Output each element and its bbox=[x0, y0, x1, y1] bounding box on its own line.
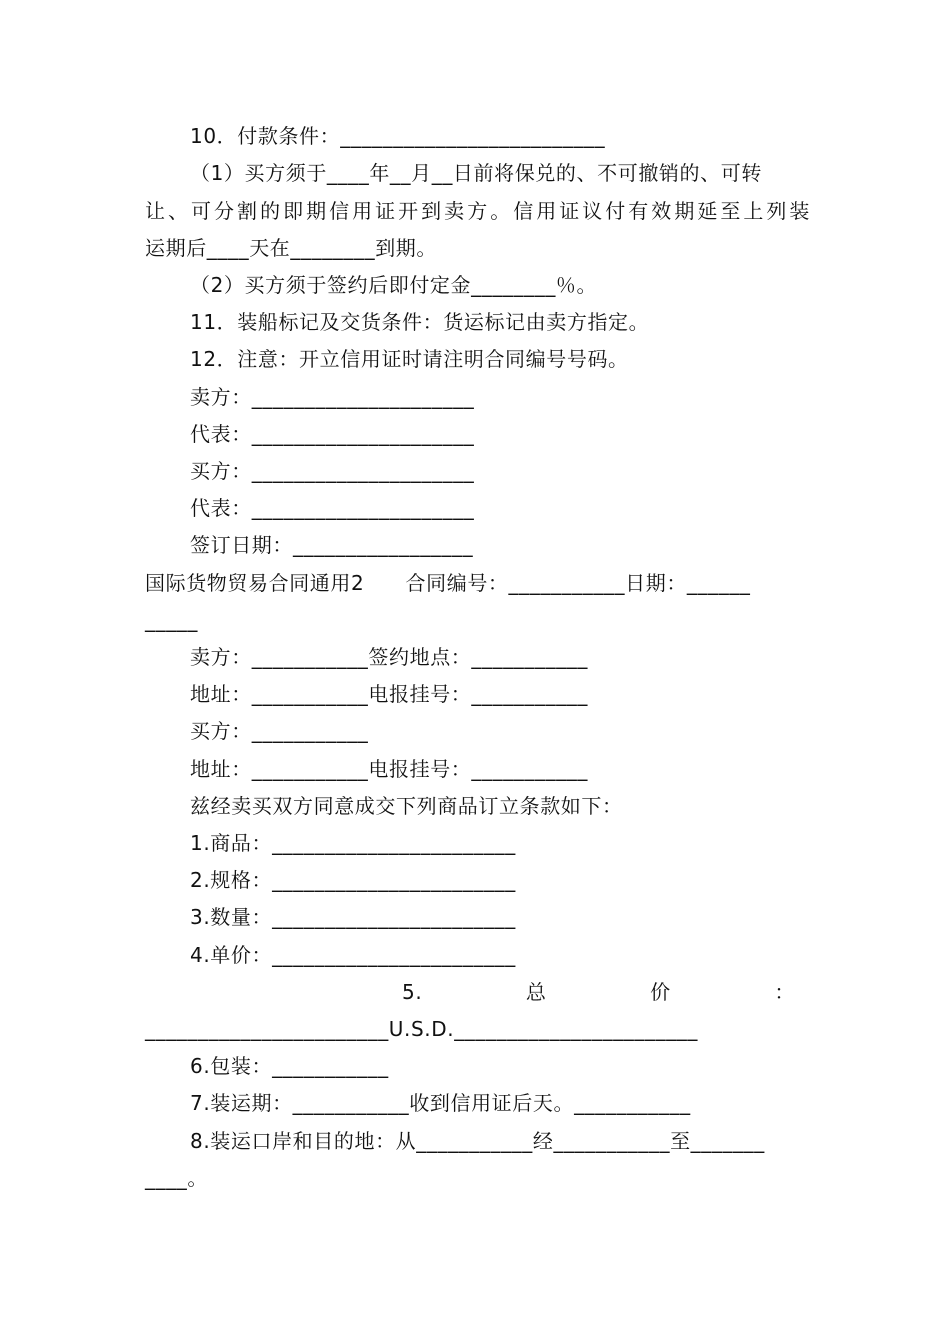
seller-address-line: 地址：___________电报挂号：___________ bbox=[190, 682, 588, 706]
item-unit-price: 4.单价：_______________________ bbox=[190, 943, 516, 967]
item-quantity: 3.数量：_______________________ bbox=[190, 905, 516, 929]
total-price-char-2: 价 bbox=[650, 980, 671, 1004]
clause-10-item-1-line-1: （1）买方须于____年__月__日前将保兑的、不可撤销的、可转 bbox=[190, 161, 762, 185]
item-ports-line-2: ____。 bbox=[145, 1166, 208, 1190]
seller-representative-line: 代表：_____________________ bbox=[190, 422, 475, 446]
total-price-colon: ： bbox=[774, 980, 795, 1004]
clause-10-payment-terms: 10．付款条件：_________________________ bbox=[190, 124, 606, 148]
clause-10-item-2: （2）买方须于签约后即付定金________％。 bbox=[190, 273, 598, 297]
buyer-address-line: 地址：___________电报挂号：___________ bbox=[190, 757, 588, 781]
clause-11-shipping-marks: 11．装船标记及交货条件：货运标记由卖方指定。 bbox=[190, 310, 650, 334]
total-price-number: 5. bbox=[402, 980, 423, 1004]
item-ports-line-1: 8.装运口岸和目的地：从___________经___________至_______ bbox=[190, 1129, 765, 1153]
item-specification: 2.规格：_______________________ bbox=[190, 868, 516, 892]
agreement-intro: 兹经卖买双方同意成交下列商品订立条款如下： bbox=[190, 794, 623, 818]
clause-10-item-1-line-3: 运期后____天在________到期。 bbox=[145, 236, 437, 260]
item-commodity: 1.商品：_______________________ bbox=[190, 831, 516, 855]
total-price-usd-line: _______________________U.S.D._______________________ bbox=[145, 1017, 699, 1041]
buyer-representative-line: 代表：_____________________ bbox=[190, 496, 475, 520]
contract-date-continuation: _____ bbox=[145, 608, 198, 632]
buyer-line: 买方：___________ bbox=[190, 719, 369, 743]
clause-10-item-1-line-2: 让、可分割的即期信用证开到卖方。信用证议付有效期延至上列装 bbox=[145, 199, 810, 223]
item-packing: 6.包装：___________ bbox=[190, 1054, 389, 1078]
total-price-char-1: 总 bbox=[525, 980, 547, 1004]
item-shipment-period: 7.装运期：___________收到信用证后天。___________ bbox=[190, 1091, 691, 1115]
contract-title-line: 国际货物贸易合同通用2 合同编号：___________日期：______ bbox=[145, 571, 751, 595]
buyer-signature-line: 买方：_____________________ bbox=[190, 459, 475, 483]
item-total-price bbox=[402, 974, 795, 1011]
seller-signature-line: 卖方：_____________________ bbox=[190, 385, 475, 409]
seller-signing-place-line: 卖方：___________签约地点：___________ bbox=[190, 645, 588, 669]
clause-12-note: 12．注意：开立信用证时请注明合同编号号码。 bbox=[190, 347, 629, 371]
signing-date-line: 签订日期：_________________ bbox=[190, 533, 474, 557]
